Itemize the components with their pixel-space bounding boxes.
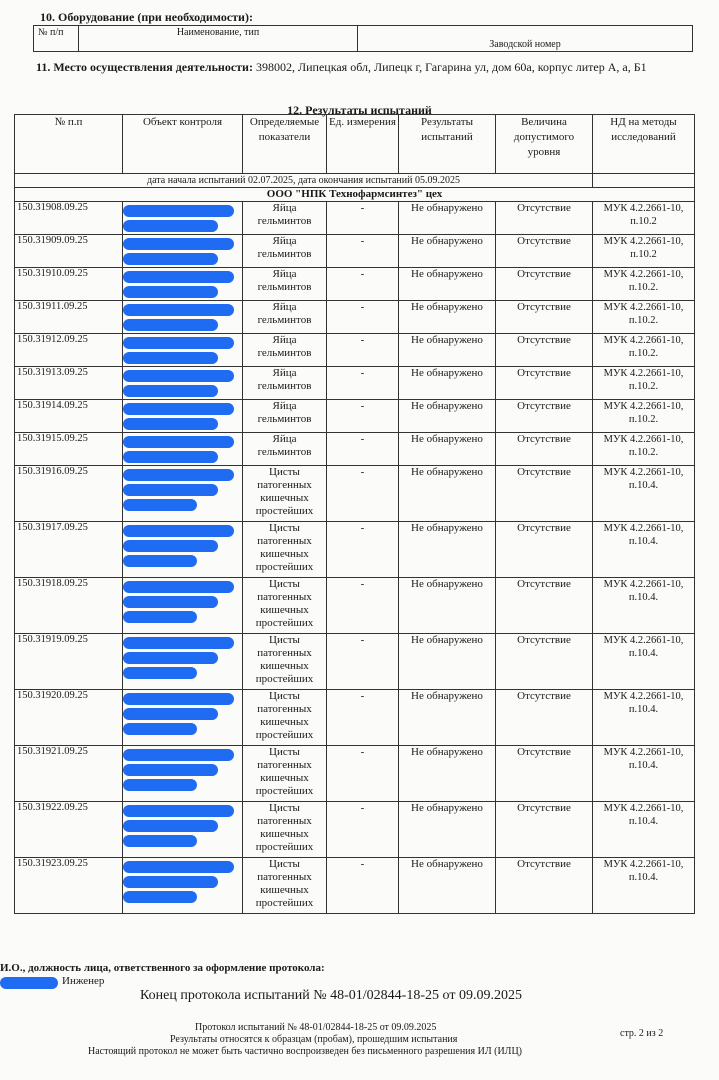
header-unit: Ед. измерения bbox=[327, 115, 399, 174]
row-limit: Отсутствие bbox=[496, 802, 593, 858]
row-unit: - bbox=[327, 334, 399, 367]
row-indicator: Яйца гельминтов bbox=[243, 433, 327, 466]
row-number: 150.31920.09.25 bbox=[15, 690, 123, 746]
row-number: 150.31923.09.25 bbox=[15, 858, 123, 914]
row-method: МУК 4.2.2661-10, п.10.4. bbox=[593, 466, 695, 522]
redaction-mark bbox=[123, 805, 234, 817]
row-result: Не обнаружено bbox=[399, 301, 496, 334]
redaction-mark bbox=[123, 764, 218, 776]
section-10-title: 10. Оборудование (при необходимости): bbox=[40, 10, 253, 24]
table-row bbox=[15, 202, 695, 235]
object-control-redacted bbox=[123, 235, 243, 268]
row-result: Не обнаружено bbox=[399, 433, 496, 466]
row-method: МУК 4.2.2661-10, п.10.2. bbox=[593, 433, 695, 466]
row-unit: - bbox=[327, 634, 399, 690]
row-method: МУК 4.2.2661-10, п.10.2. bbox=[593, 268, 695, 301]
row-unit: - bbox=[327, 268, 399, 301]
redaction-mark bbox=[123, 861, 234, 873]
header-method: НД на методы исследований bbox=[593, 115, 695, 174]
row-indicator: Цисты патогенных кишечных простейших bbox=[243, 690, 327, 746]
row-result: Не обнаружено bbox=[399, 235, 496, 268]
table-row bbox=[15, 334, 695, 367]
row-number: 150.31910.09.25 bbox=[15, 268, 123, 301]
table-row bbox=[15, 433, 695, 466]
row-limit: Отсутствие bbox=[496, 690, 593, 746]
redaction-mark bbox=[123, 581, 234, 593]
table-row bbox=[15, 301, 695, 334]
redaction-mark bbox=[123, 723, 197, 735]
row-limit: Отсутствие bbox=[496, 235, 593, 268]
page-number: стр. 2 из 2 bbox=[620, 1028, 664, 1039]
row-number: 150.31916.09.25 bbox=[15, 466, 123, 522]
redacted-name bbox=[0, 977, 58, 989]
row-number: 150.31913.09.25 bbox=[15, 367, 123, 400]
row-number: 150.31914.09.25 bbox=[15, 400, 123, 433]
row-result: Не обнаружено bbox=[399, 334, 496, 367]
redaction-mark bbox=[123, 749, 234, 761]
row-result: Не обнаружено bbox=[399, 522, 496, 578]
row-number: 150.31922.09.25 bbox=[15, 802, 123, 858]
redaction-mark bbox=[123, 418, 218, 430]
responsible-label: И.О., должность лица, ответственного за оформление протокола: bbox=[0, 962, 325, 974]
redaction-mark bbox=[123, 835, 197, 847]
redaction-mark bbox=[123, 693, 234, 705]
row-indicator: Цисты патогенных кишечных простейших bbox=[243, 746, 327, 802]
row-method: МУК 4.2.2661-10, п.10.2. bbox=[593, 334, 695, 367]
header-no: № п.п bbox=[15, 115, 123, 174]
row-limit: Отсутствие bbox=[496, 268, 593, 301]
row-unit: - bbox=[327, 802, 399, 858]
row-indicator: Яйца гельминтов bbox=[243, 367, 327, 400]
row-indicator: Яйца гельминтов bbox=[243, 202, 327, 235]
organization-row bbox=[15, 188, 695, 202]
header-object: Объект контроля bbox=[123, 115, 243, 174]
redaction-mark bbox=[123, 319, 218, 331]
row-limit: Отсутствие bbox=[496, 746, 593, 802]
row-number: 150.31912.09.25 bbox=[15, 334, 123, 367]
object-control-redacted bbox=[123, 433, 243, 466]
equipment-col-name: Наименование, тип bbox=[79, 26, 358, 52]
object-control-redacted bbox=[123, 268, 243, 301]
row-method: МУК 4.2.2661-10, п.10.4. bbox=[593, 634, 695, 690]
row-unit: - bbox=[327, 466, 399, 522]
row-number: 150.31908.09.25 bbox=[15, 202, 123, 235]
row-result: Не обнаружено bbox=[399, 268, 496, 301]
redaction-mark bbox=[123, 555, 197, 567]
table-row bbox=[15, 268, 695, 301]
table-row bbox=[15, 690, 695, 746]
row-indicator: Цисты патогенных кишечных простейших bbox=[243, 578, 327, 634]
row-number: 150.31909.09.25 bbox=[15, 235, 123, 268]
row-indicator: Цисты патогенных кишечных простейших bbox=[243, 858, 327, 914]
header-results: Результаты испытаний bbox=[399, 115, 496, 174]
equipment-col-no: № п/п bbox=[34, 26, 79, 52]
table-row bbox=[15, 746, 695, 802]
redaction-mark bbox=[123, 403, 234, 415]
row-indicator: Цисты патогенных кишечных простейших bbox=[243, 802, 327, 858]
section-11-value: 398002, Липецкая обл, Липецк г, Гагарина ул, дом 60а, корпус литер А, а, Б1 bbox=[255, 60, 647, 74]
header-indicators: Определяемые показатели bbox=[243, 115, 327, 174]
row-limit: Отсутствие bbox=[496, 301, 593, 334]
table-row bbox=[15, 634, 695, 690]
results-header-row bbox=[15, 115, 695, 174]
row-indicator: Яйца гельминтов bbox=[243, 334, 327, 367]
row-method: МУК 4.2.2661-10, п.10.4. bbox=[593, 578, 695, 634]
redaction-mark bbox=[123, 891, 197, 903]
row-result: Не обнаружено bbox=[399, 367, 496, 400]
redaction-mark bbox=[123, 484, 218, 496]
row-method: МУК 4.2.2661-10, п.10.2. bbox=[593, 367, 695, 400]
row-result: Не обнаружено bbox=[399, 202, 496, 235]
row-result: Не обнаружено bbox=[399, 858, 496, 914]
row-number: 150.31918.09.25 bbox=[15, 578, 123, 634]
row-unit: - bbox=[327, 367, 399, 400]
row-method: МУК 4.2.2661-10, п.10.4. bbox=[593, 858, 695, 914]
row-indicator: Яйца гельминтов bbox=[243, 301, 327, 334]
row-limit: Отсутствие bbox=[496, 634, 593, 690]
row-indicator: Цисты патогенных кишечных простейших bbox=[243, 466, 327, 522]
row-method: МУК 4.2.2661-10, п.10.4. bbox=[593, 690, 695, 746]
row-method: МУК 4.2.2661-10, п.10.2. bbox=[593, 301, 695, 334]
row-result: Не обнаружено bbox=[399, 802, 496, 858]
redaction-mark bbox=[123, 779, 197, 791]
row-number: 150.31911.09.25 bbox=[15, 301, 123, 334]
row-limit: Отсутствие bbox=[496, 433, 593, 466]
table-row bbox=[15, 466, 695, 522]
row-limit: Отсутствие bbox=[496, 578, 593, 634]
redaction-mark bbox=[123, 205, 234, 217]
redaction-mark bbox=[123, 469, 234, 481]
footer-line-1: Протокол испытаний № 48-01/02844-18-25 от 09.09.2025 bbox=[195, 1022, 437, 1033]
table-row bbox=[15, 858, 695, 914]
row-unit: - bbox=[327, 301, 399, 334]
header-limit: Величина допустимого уровня bbox=[496, 115, 593, 174]
redaction-mark bbox=[123, 220, 218, 232]
section-11-label: 11. Место осуществления деятельности: bbox=[36, 60, 253, 74]
row-result: Не обнаружено bbox=[399, 634, 496, 690]
row-unit: - bbox=[327, 400, 399, 433]
object-control-redacted bbox=[123, 466, 243, 522]
row-limit: Отсутствие bbox=[496, 522, 593, 578]
row-result: Не обнаружено bbox=[399, 466, 496, 522]
row-result: Не обнаружено bbox=[399, 578, 496, 634]
test-dates: дата начала испытаний 02.07.2025, дата окончания испытаний 05.09.2025 bbox=[15, 174, 593, 188]
end-of-protocol: Конец протокола испытаний № 48-01/02844-18-25 от 09.09.2025 bbox=[140, 988, 522, 1003]
row-method: МУК 4.2.2661-10, п.10.4. bbox=[593, 802, 695, 858]
row-method: МУК 4.2.2661-10, п.10.2. bbox=[593, 400, 695, 433]
responsible-role: Инженер bbox=[62, 975, 105, 987]
section-12-title: 12. Результаты испытаний bbox=[287, 103, 432, 117]
row-unit: - bbox=[327, 433, 399, 466]
row-number: 150.31915.09.25 bbox=[15, 433, 123, 466]
row-unit: - bbox=[327, 522, 399, 578]
row-unit: - bbox=[327, 578, 399, 634]
row-unit: - bbox=[327, 235, 399, 268]
redaction-mark bbox=[123, 611, 197, 623]
object-control-redacted bbox=[123, 301, 243, 334]
row-unit: - bbox=[327, 202, 399, 235]
equipment-col-serial: Заводской номер bbox=[358, 26, 693, 52]
footer-line-2: Результаты относятся к образцам (пробам), прошедшим испытания bbox=[170, 1034, 458, 1045]
redaction-mark bbox=[123, 540, 218, 552]
object-control-redacted bbox=[123, 367, 243, 400]
redaction-mark bbox=[123, 352, 218, 364]
row-indicator: Яйца гельминтов bbox=[243, 268, 327, 301]
section-11 bbox=[36, 60, 647, 75]
row-indicator: Яйца гельминтов bbox=[243, 235, 327, 268]
row-result: Не обнаружено bbox=[399, 690, 496, 746]
row-method: МУК 4.2.2661-10, п.10.2 bbox=[593, 235, 695, 268]
row-method: МУК 4.2.2661-10, п.10.4. bbox=[593, 746, 695, 802]
object-control-redacted bbox=[123, 858, 243, 914]
redaction-mark bbox=[123, 271, 234, 283]
row-unit: - bbox=[327, 858, 399, 914]
table-row bbox=[15, 235, 695, 268]
object-control-redacted bbox=[123, 746, 243, 802]
redaction-mark bbox=[123, 596, 218, 608]
redaction-mark bbox=[123, 385, 218, 397]
row-indicator: Цисты патогенных кишечных простейших bbox=[243, 522, 327, 578]
table-row bbox=[15, 578, 695, 634]
results-body bbox=[15, 202, 695, 914]
object-control-redacted bbox=[123, 202, 243, 235]
redaction-mark bbox=[123, 667, 197, 679]
redaction-mark bbox=[123, 708, 218, 720]
redaction-mark bbox=[123, 525, 234, 537]
row-method: МУК 4.2.2661-10, п.10.4. bbox=[593, 522, 695, 578]
redaction-mark bbox=[123, 652, 218, 664]
dates-row bbox=[15, 174, 695, 188]
row-limit: Отсутствие bbox=[496, 334, 593, 367]
redaction-mark bbox=[123, 370, 234, 382]
redaction-mark bbox=[123, 238, 234, 250]
object-control-redacted bbox=[123, 690, 243, 746]
object-control-redacted bbox=[123, 334, 243, 367]
row-limit: Отсутствие bbox=[496, 858, 593, 914]
row-limit: Отсутствие bbox=[496, 466, 593, 522]
object-control-redacted bbox=[123, 634, 243, 690]
results-table bbox=[14, 114, 695, 914]
redaction-mark bbox=[123, 637, 234, 649]
row-limit: Отсутствие bbox=[496, 400, 593, 433]
redaction-mark bbox=[123, 286, 218, 298]
row-indicator: Цисты патогенных кишечных простейших bbox=[243, 634, 327, 690]
footer-line-3: Настоящий протокол не может быть частично воспроизведен без письменного разрешения ИЛ (ИЛЦ) bbox=[88, 1046, 523, 1057]
row-limit: Отсутствие bbox=[496, 202, 593, 235]
redaction-mark bbox=[123, 820, 218, 832]
object-control-redacted bbox=[123, 578, 243, 634]
row-result: Не обнаружено bbox=[399, 746, 496, 802]
row-unit: - bbox=[327, 746, 399, 802]
equipment-table bbox=[33, 25, 693, 52]
row-number: 150.31917.09.25 bbox=[15, 522, 123, 578]
row-method: МУК 4.2.2661-10, п.10.2 bbox=[593, 202, 695, 235]
row-indicator: Яйца гельминтов bbox=[243, 400, 327, 433]
redaction-mark bbox=[123, 451, 218, 463]
object-control-redacted bbox=[123, 802, 243, 858]
redaction-mark bbox=[123, 253, 218, 265]
table-row bbox=[15, 522, 695, 578]
redaction-mark bbox=[123, 499, 197, 511]
organization-name: ООО "НПК Технофармсинтез" цех bbox=[15, 188, 695, 202]
row-number: 150.31919.09.25 bbox=[15, 634, 123, 690]
table-row bbox=[15, 400, 695, 433]
row-limit: Отсутствие bbox=[496, 367, 593, 400]
redaction-mark bbox=[123, 304, 234, 316]
row-unit: - bbox=[327, 690, 399, 746]
object-control-redacted bbox=[123, 522, 243, 578]
row-number: 150.31921.09.25 bbox=[15, 746, 123, 802]
table-row bbox=[15, 367, 695, 400]
object-control-redacted bbox=[123, 400, 243, 433]
redaction-mark bbox=[123, 436, 234, 448]
row-result: Не обнаружено bbox=[399, 400, 496, 433]
redaction-mark bbox=[123, 876, 218, 888]
redaction-mark bbox=[123, 337, 234, 349]
table-row bbox=[15, 802, 695, 858]
